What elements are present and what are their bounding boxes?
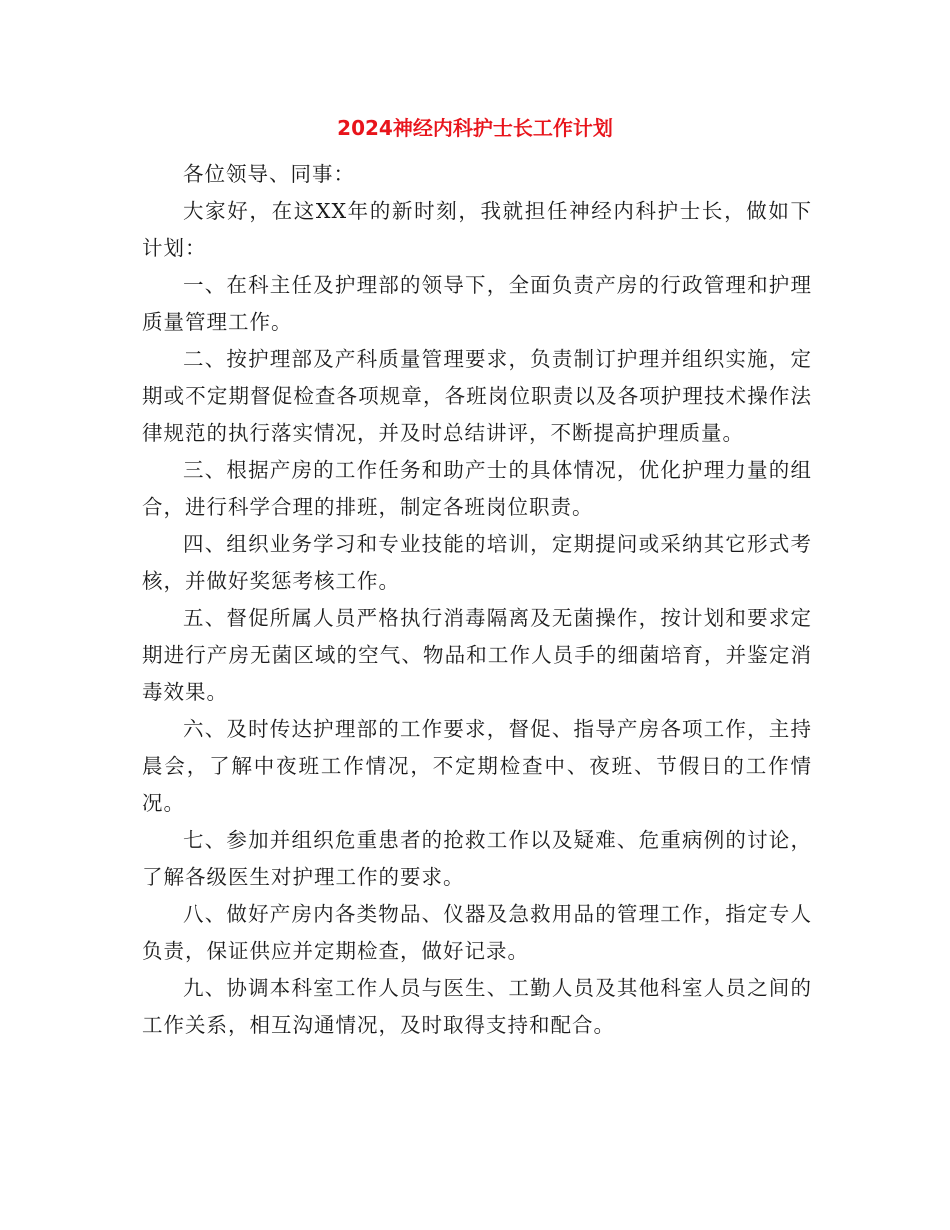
- plan-item-3: 三、根据产房的工作任务和助产士的具体情况，优化护理力量的组合，进行科学合理的排班，制定各班岗位职责。: [142, 458, 812, 519]
- document-title: 2024神经内科护士长工作计划: [337, 116, 613, 140]
- greeting-paragraph: 各位领导、同事：: [183, 162, 355, 186]
- plan-item-1: 一、在科主任及护理部的领导下，全面负责产房的行政管理和护理质量管理工作。: [142, 273, 812, 334]
- plan-item-4: 四、组织业务学习和专业技能的培训，定期提问或采纳其它形式考核，并做好奖惩考核工作。: [142, 532, 812, 593]
- plan-item-8: 八、做好产房内各类物品、仪器及急救用品的管理工作，指定专人负责，保证供应并定期检查，做好记录。: [142, 902, 812, 963]
- plan-item-9: 九、协调本科室工作人员与医生、工勤人员及其他科室人员之间的工作关系，相互沟通情况，及时取得支持和配合。: [142, 976, 812, 1037]
- plan-item-2: 二、按护理部及产科质量管理要求，负责制订护理并组织实施，定期或不定期督促检查各项规章，各班岗位职责以及各项护理技术操作法律规范的执行落实情况，并及时总结讲评，不断提高护理质量。: [142, 347, 812, 445]
- document-body: [142, 156, 812, 1044]
- plan-item-5: 五、督促所属人员严格执行消毒隔离及无菌操作，按计划和要求定期进行产房无菌区域的空气、物品和工作人员手的细菌培育，并鉴定消毒效果。: [142, 606, 812, 704]
- plan-item-7: 七、参加并组织危重患者的抢救工作以及疑难、危重病例的讨论，了解各级医生对护理工作的要求。: [142, 828, 812, 889]
- plan-item-6: 六、及时传达护理部的工作要求，督促、指导产房各项工作，主持晨会，了解中夜班工作情况，不定期检查中、夜班、节假日的工作情况。: [142, 717, 812, 815]
- intro-paragraph: 大家好，在这XX年的新时刻，我就担任神经内科护士长，做如下计划：: [142, 199, 812, 260]
